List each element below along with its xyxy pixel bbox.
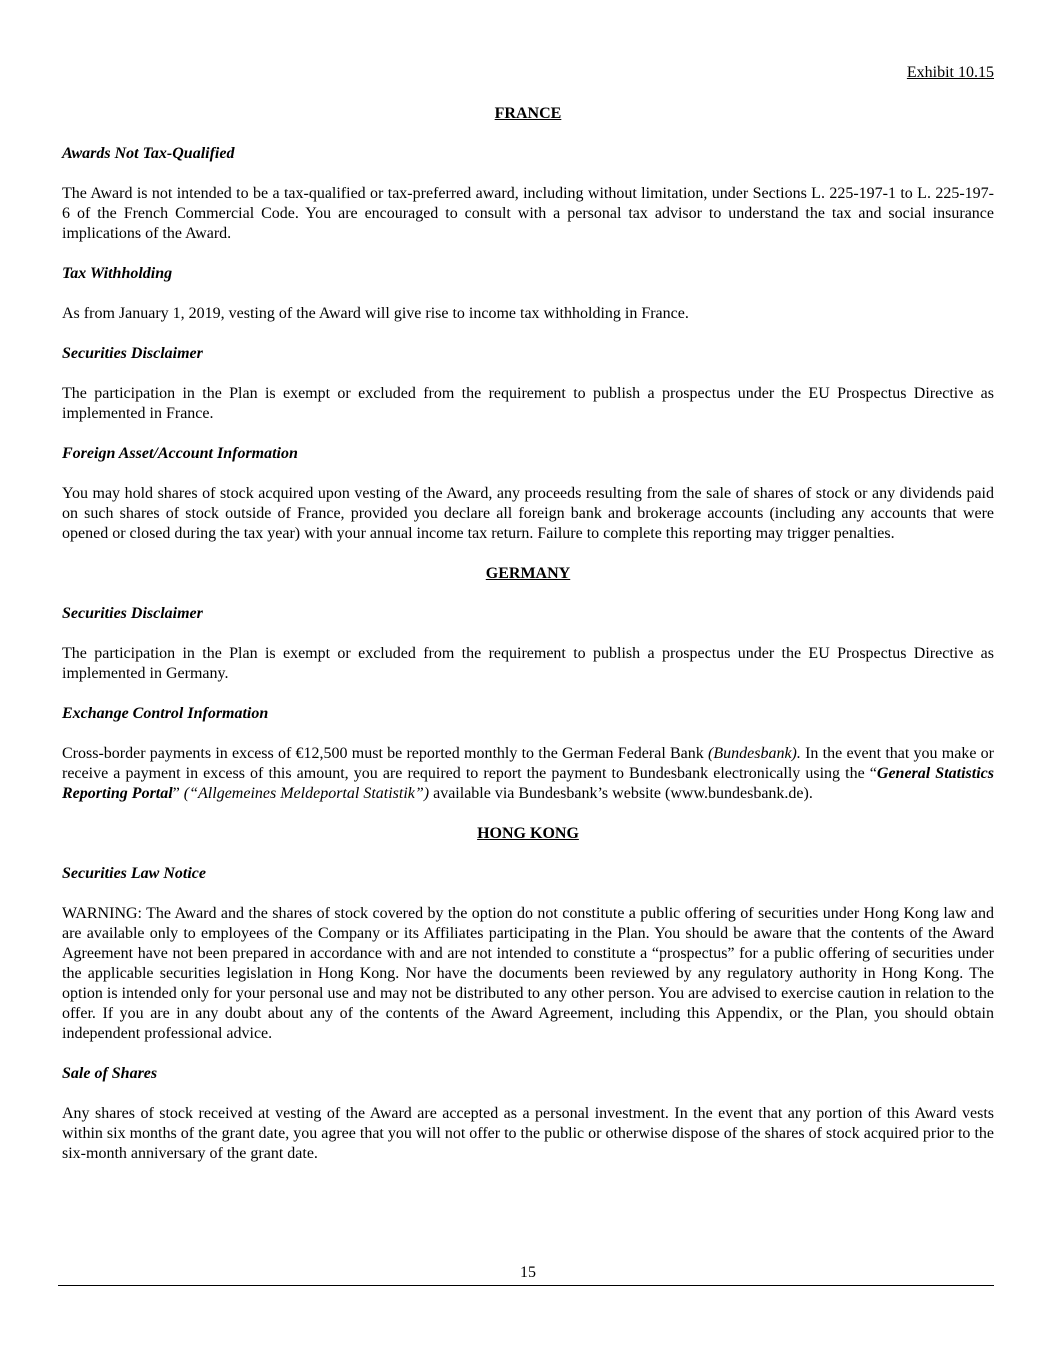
- paragraph-securities-disclaimer-france: The participation in the Plan is exempt or excluded from the requirement to publish a prospectus under the EU Prospectus Directive as implemented in France.: [62, 385, 994, 422]
- heading-tax-withholding: Tax Withholding: [62, 265, 173, 282]
- heading-awards-not-tax-qualified: Awards Not Tax-Qualified: [62, 145, 235, 162]
- heading-securities-law-notice: Securities Law Notice: [62, 865, 206, 882]
- paragraph-tax-withholding: As from January 1, 2019, vesting of the Award will give rise to income tax withholding in France.: [62, 305, 689, 322]
- heading-exchange-control: Exchange Control Information: [62, 705, 269, 722]
- paragraph-exchange-control: [62, 744, 994, 804]
- footer-rule: [58, 1285, 994, 1286]
- exchange-text-3: ”: [172, 785, 184, 802]
- portal-german-name: (“Allgemeines Meldeportal Statistik”): [183, 785, 430, 802]
- heading-securities-disclaimer-germany: Securities Disclaimer: [62, 605, 203, 622]
- section-title-france: FRANCE: [494, 105, 562, 122]
- paragraph-securities-disclaimer-germany: The participation in the Plan is exempt or excluded from the requirement to publish a prospectus under the EU Prospectus Directive as implemented in Germany.: [62, 645, 994, 682]
- page-number: 15: [520, 1264, 536, 1281]
- paragraph-sale-of-shares: Any shares of stock received at vesting of the Award are accepted as a personal investment. In the event that any portion of this Award vests within six months of the grant date, you agree that you will not offer to the public or otherwise dispose of the shares of stock acquired prior to the six-month anniversary of the grant date.: [62, 1105, 994, 1162]
- heading-foreign-asset-account: Foreign Asset/Account Information: [62, 445, 298, 462]
- exhibit-label: Exhibit 10.15: [906, 64, 994, 81]
- bundesbank-italic: (Bundesbank).: [708, 745, 801, 762]
- paragraph-foreign-asset-account: You may hold shares of stock acquired upon vesting of the Award, any proceeds resulting from the sale of shares of stock or any dividends paid on such shares of stock outside of France, provided you declare all foreign bank and brokerage accounts (including any accounts that were opened or closed during the tax year) with your annual income tax return. Failure to complete this reporting may trigger penalties.: [62, 485, 994, 542]
- section-title-hong-kong: HONG KONG: [477, 825, 579, 842]
- exchange-text-4: available via Bundesbank’s website (www.bundesbank.de).: [429, 785, 813, 802]
- document-page: [62, 0, 994, 1365]
- heading-sale-of-shares: Sale of Shares: [62, 1065, 158, 1082]
- section-title-germany: GERMANY: [485, 565, 571, 582]
- exchange-text-1: Cross-border payments in excess of €12,500 must be reported monthly to the German Federal Bank: [62, 745, 709, 762]
- heading-securities-disclaimer-france: Securities Disclaimer: [62, 345, 203, 362]
- document-body: [62, 104, 994, 1184]
- paragraph-securities-law-notice: WARNING: The Award and the shares of stock covered by the option do not constitute a public offering of securities under Hong Kong law and are available only to employees of the Company or its Affiliates participating in the Plan. You should be aware that the contents of the Award Agreement have not been prepared in accordance with and are not intended to constitute a “prospectus” for a public offering of securities under the applicable securities legislation in Hong Kong. Nor have the documents been reviewed by any regulatory authority in Hong Kong. The option is intended only for your personal use and may not be distributed to any other person. You are advised to exercise caution in relation to the offer. If you are in any doubt about any of the contents of the Award Agreement, including this Appendix, or the Plan, you should obtain independent professional advice.: [62, 905, 994, 1042]
- portal-name: General Statistics Reporting Portal: [62, 765, 994, 802]
- paragraph-awards-not-tax-qualified: The Award is not intended to be a tax-qualified or tax-preferred award, including without limitation, under Sections L. 225-197-1 to L. 225-197-6 of the French Commercial Code. You are encouraged to consult with a personal tax advisor to understand the tax and social insurance implications of the Award.: [62, 185, 994, 242]
- exchange-text-2: In the event that you make or receive a payment in excess of this amount, you are required to report the payment to Bundesbank electronically using the “: [62, 745, 994, 782]
